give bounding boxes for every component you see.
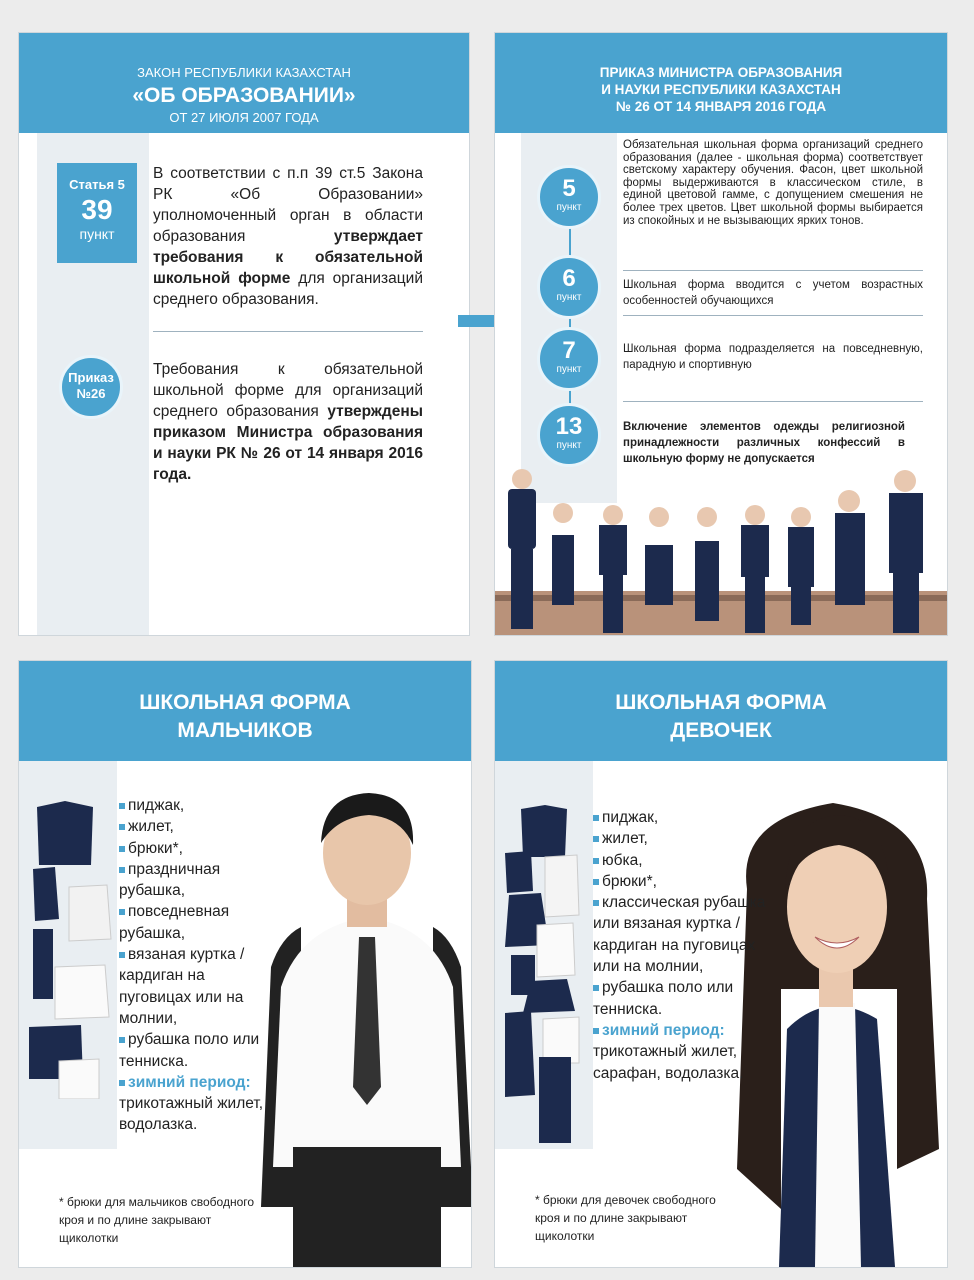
girls-title-line2: ДЕВОЧЕК — [670, 719, 772, 742]
order-badge — [59, 355, 123, 419]
boys-item — [119, 944, 279, 1029]
article-badge-unit: пункт — [79, 226, 115, 242]
boys-item — [119, 901, 279, 944]
point-7-badge — [537, 327, 601, 391]
boys-title-line2: МАЛЬЧИКОВ — [177, 719, 313, 742]
point-5-unit: пункт — [556, 202, 582, 213]
boys-clothes-image — [25, 799, 117, 1099]
law-paragraph-2 — [153, 359, 423, 485]
girls-panel — [494, 660, 948, 1268]
point-6-text: Школьная форма вводится с учетом возрастных особенностей обучающихся — [623, 279, 923, 307]
girls-item — [593, 850, 773, 871]
girls-item-text: рубашка поло или тенниска. — [593, 979, 734, 1018]
girls-clothes-image — [501, 805, 593, 1145]
law-para1-bold: утверждает требования к обязательной школьной форме — [153, 228, 423, 287]
point-13-number: 13 — [555, 413, 583, 440]
boys-item-text: жилет, — [128, 818, 174, 836]
girls-title-line1: ШКОЛЬНАЯ ФОРМА — [615, 691, 827, 714]
girls-item — [593, 871, 773, 892]
girls-item — [593, 807, 773, 828]
law-divider — [153, 331, 423, 332]
girls-winter-text: трикотажный жилет, сарафан, водолазка. — [593, 1043, 744, 1082]
point-6-unit: пункт — [556, 292, 582, 303]
point-13-unit: пункт — [556, 440, 582, 451]
point-7-text: Школьная форма подразделяется на повседневную, парадную и спортивную — [623, 343, 923, 371]
boys-item — [119, 859, 279, 902]
point-6-number: 6 — [562, 265, 576, 292]
order-divider-1 — [623, 270, 923, 271]
law-para2-bold: утверждены приказом Министра образования и науки РК № 26 от 14 января 2016 года. — [153, 403, 423, 483]
order-divider-2 — [623, 315, 923, 316]
boys-item-text: повседневная рубашка, — [119, 903, 230, 942]
law-header — [19, 33, 469, 133]
girls-winter-label: зимний период: — [602, 1021, 725, 1039]
boys-item-text: рубашка поло или тенниска. — [119, 1031, 260, 1070]
girls-item — [593, 892, 773, 977]
girls-item — [593, 828, 773, 849]
order-badge-line1: Приказ — [68, 370, 114, 385]
article-badge — [57, 163, 137, 263]
boys-item — [119, 795, 279, 816]
point-13-badge — [537, 403, 601, 467]
order-header-line1: ПРИКАЗ МИНИСТРА ОБРАЗОВАНИЯ — [599, 65, 843, 80]
boy-photo — [261, 787, 472, 1268]
boys-item-text: брюки*, — [128, 839, 183, 857]
point-5-number: 5 — [562, 175, 576, 202]
boys-item-text: вязаная куртка / кардиган на пуговицах или на молнии, — [119, 946, 245, 1027]
law-header-date: ОТ 27 ИЮЛЯ 2007 ГОДА — [169, 110, 319, 125]
girls-header — [495, 661, 947, 761]
boys-winter-label: зимний период: — [128, 1073, 251, 1091]
order-divider-3 — [623, 401, 923, 402]
girls-item-text: юбка, — [602, 851, 643, 869]
point-5-text: Обязательная школьная форма организаций среднего образования (далее - школьная форма) соответствует светскому характеру обучения. Фасон, цвет школьной формы выдерживаются в классическом стиле, в единой цветовой гамме, с допущением смешения не более трех цветов. Цвет школьной формы выбирается из спокойных и не вызывающих ярких тонов. — [623, 139, 923, 227]
law-para1-end: для организаций среднего образования. — [153, 270, 423, 308]
boys-footnote: * брюки для мальчиков свободного кроя и по длине закрывают щиколотки — [59, 1195, 255, 1245]
students-group-image — [495, 465, 948, 636]
boys-winter-item — [119, 1072, 279, 1093]
girls-items-list — [593, 807, 773, 1084]
order-header-line3: № 26 ОТ 14 ЯНВАРЯ 2016 ГОДА — [615, 99, 827, 114]
point-5-badge — [537, 165, 601, 229]
girls-item-text: жилет, — [602, 830, 648, 848]
point-6-badge — [537, 255, 601, 319]
girls-winter-item — [593, 1020, 773, 1041]
law-header-line1: ЗАКОН РЕСПУБЛИКИ КАЗАХСТАН — [137, 65, 351, 80]
point-13-text: Включение элементов одежды религиозной принадлежности различных конфессий в школьную форму не допускается — [623, 421, 905, 465]
point-7-unit: пункт — [556, 364, 582, 375]
boys-item-text: пиджак, — [128, 797, 185, 814]
law-para1-plain: В соответствии с п.п 39 ст.5 Закона РК «Об Образовании» уполномоченный орган в области образования — [153, 165, 423, 245]
order-badge-line2: №26 — [76, 386, 106, 401]
point-7-number: 7 — [562, 337, 576, 364]
girls-item-text: брюки*, — [602, 872, 657, 890]
boys-title-line1: ШКОЛЬНАЯ ФОРМА — [139, 691, 351, 714]
boys-item — [119, 838, 279, 859]
order-header — [495, 33, 947, 133]
boys-item — [119, 816, 279, 837]
order-panel — [494, 32, 948, 636]
boys-items-list — [119, 795, 279, 1136]
order-header-line2: И НАУКИ РЕСПУБЛИКИ КАЗАХСТАН — [601, 82, 841, 97]
girls-item-text: классическая рубашка или вязаная куртка / кардиган на пуговицах или на молнии, — [593, 894, 766, 976]
law-paragraph-1 — [153, 163, 423, 310]
article-badge-number: 39 — [81, 194, 113, 225]
girls-footnote: * брюки для девочек свободного кроя и по длине закрывают щиколотки — [535, 1193, 716, 1243]
boys-item-text: праздничная рубашка, — [119, 860, 221, 900]
law-panel — [18, 32, 470, 636]
article-badge-label: Статья 5 — [69, 177, 125, 192]
girls-item-text: пиджак, — [602, 809, 659, 826]
boys-panel — [18, 660, 472, 1268]
boys-item — [119, 1029, 279, 1072]
law-header-title: «ОБ ОБРАЗОВАНИИ» — [132, 84, 356, 107]
boys-header — [19, 661, 471, 761]
girls-item — [593, 977, 773, 1020]
law-para2-plain: Требования к обязательной школьной форме для организаций среднего образования — [153, 361, 423, 420]
boys-winter-text: трикотажный жилет, водолазка. — [119, 1095, 264, 1134]
